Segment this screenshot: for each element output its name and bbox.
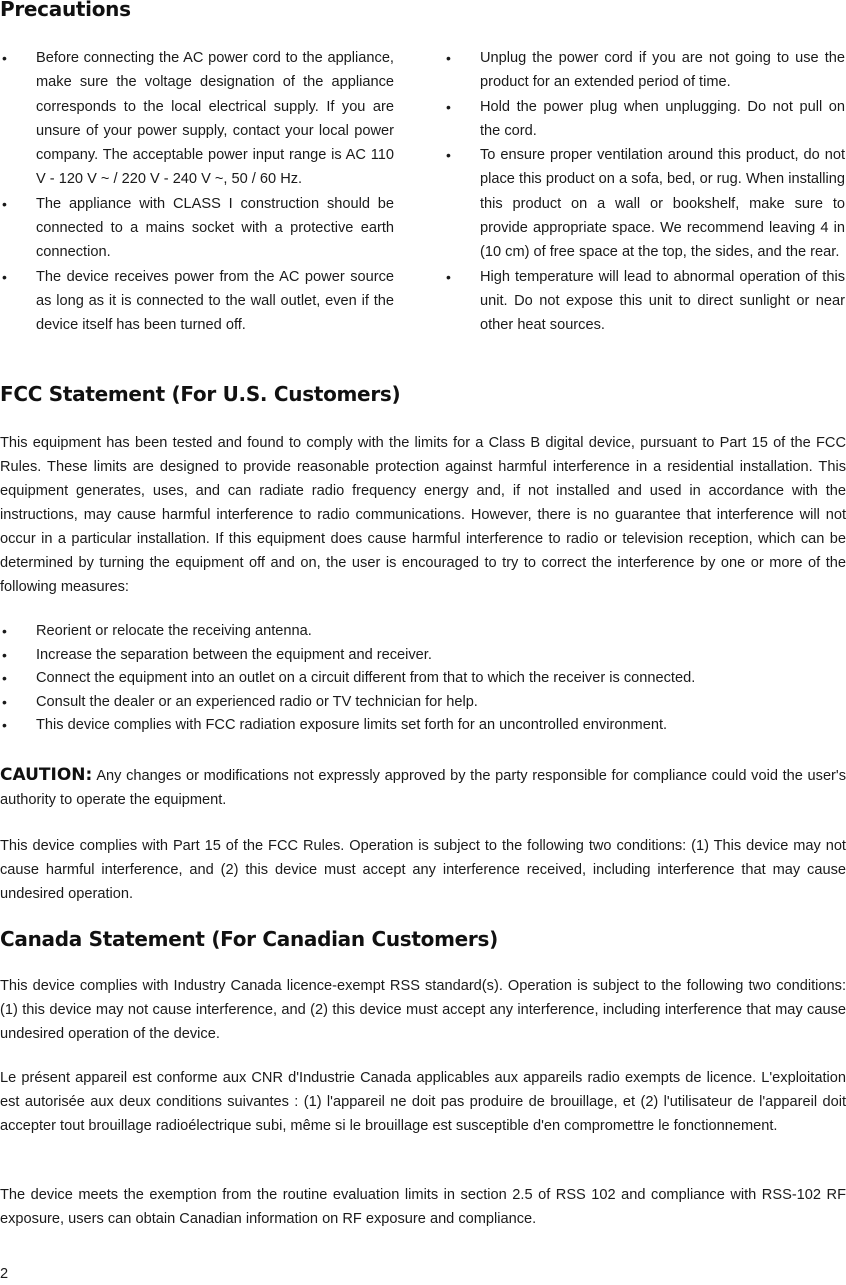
- list-item: • Increase the separation between the equipment and receiver.: [0, 644, 846, 668]
- precautions-right-list: [444, 46, 845, 338]
- precautions-left-list: [0, 46, 394, 338]
- canada-french-paragraph: Le présent appareil est conforme aux CNR d'Industrie Canada applicables aux appareils radio exempts de licence. L'exploitation est autorisée aux deux conditions suivantes : (1) l'appareil ne doit pas produire de brouillage, et (2) l'utilisateur de l'appareil doit accepter tout brouillage radioélectrique subi, même si le brouillage est susceptible d'en compromettre le fonctionnement.: [0, 1070, 846, 1134]
- list-item: • Connect the equipment into an outlet on a circuit different from that to which the receiver is connected.: [0, 667, 846, 691]
- list-item: • The appliance with CLASS I construction should be connected to a mains socket with a protective earth connection.: [0, 192, 394, 265]
- canada-rss102-paragraph: The device meets the exemption from the routine evaluation limits in section 2.5 of RSS 102 and compliance with RSS-102 RF exposure, users can obtain Canadian information on RF exposure and compliance.: [0, 1187, 846, 1227]
- list-item: • To ensure proper ventilation around this product, do not place this product on a sofa, bed, or rug. When installing this product on a wall or bookshelf, make sure to provide appropriate space. We recommend leaving 4 in (10 cm) of free space at the top, the sides, and the rear.: [444, 143, 845, 264]
- caution-label: CAUTION:: [0, 765, 93, 785]
- list-item: • Unplug the power cord if you are not going to use the product for an extended period of time.: [444, 46, 845, 95]
- precautions-heading: Precautions: [0, 0, 131, 21]
- list-item: • The device receives power from the AC power source as long as it is connected to the wall outlet, even if the device itself has been turned off.: [0, 265, 394, 338]
- list-item: • Before connecting the AC power cord to the appliance, make sure the voltage designation of the appliance corresponds to the local electrical supply. If you are unsure of your power supply, contact your local power company. The acceptable power input range is AC 110 V - 120 V ~ / 220 V - 240 V ~, 50 / 60 Hz.: [0, 46, 394, 192]
- fcc-measures-list: [0, 620, 846, 738]
- canada-english-paragraph: This device complies with Industry Canada licence-exempt RSS standard(s). Operation is subject to the following two conditions: (1) this device may not cause interference, and (2) this device must accept any interference, including interference that may cause undesired operation of the device.: [0, 978, 846, 1042]
- list-item: • Hold the power plug when unplugging. Do not pull on the cord.: [444, 95, 845, 144]
- canada-heading: Canada Statement (For Canadian Customers): [0, 927, 498, 951]
- caution-paragraph: [0, 763, 846, 812]
- list-item: • High temperature will lead to abnormal operation of this unit. Do not expose this unit to direct sunlight or near other heat sources.: [444, 265, 845, 338]
- list-item: • Reorient or relocate the receiving antenna.: [0, 620, 846, 644]
- fcc-intro-paragraph: This equipment has been tested and found to comply with the limits for a Class B digital device, pursuant to Part 15 of the FCC Rules. These limits are designed to provide reasonable protection against harmful interference in a residential installation. This equipment generates, uses, and can radiate radio frequency energy and, if not installed and used in accordance with the instructions, may cause harmful interference to radio communications. However, there is no guarantee that interference will not occur in a particular installation. If this equipment does cause harmful interference to radio or television reception, which can be determined by turning the equipment off and on, the user is encouraged to try to correct the interference by one or more of the following measures:: [0, 435, 846, 595]
- page-number: 2: [0, 1266, 9, 1282]
- list-item: • This device complies with FCC radiation exposure limits set forth for an uncontrolled environment.: [0, 714, 846, 738]
- list-item: • Consult the dealer or an experienced radio or TV technician for help.: [0, 691, 846, 715]
- caution-text: Any changes or modifications not expressly approved by the party responsible for compliance could void the user's authority to operate the equipment.: [0, 768, 846, 808]
- fcc-part15-paragraph: This device complies with Part 15 of the FCC Rules. Operation is subject to the following two conditions: (1) This device may not cause harmful interference, and (2) this device must accept any interference received, including interference that may cause undesired operation.: [0, 838, 846, 902]
- fcc-heading: FCC Statement (For U.S. Customers): [0, 382, 401, 406]
